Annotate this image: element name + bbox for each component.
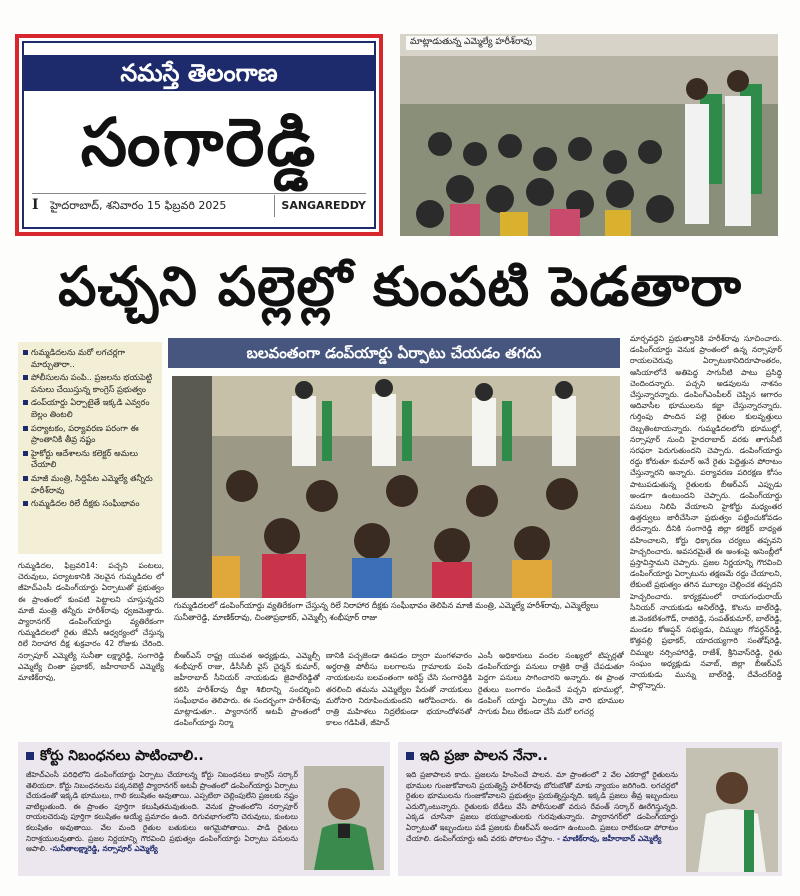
article-column-3: ణానికి పచ్చజెండా ఊపడం ద్వారా మంగళవారం అర్ధరాత్రి పోలీసు బలగాలను గ్రామాలకు పంపి నాయకులను బలవంతంగా అరెస్ట్ చేసి సంగారెడ్డికి తరలించి తమను ఎమ్మెల్యేల పేరుతో నాయకులు మరోసారి నిరూపించుకుందని ఆరోపించారు. ఈ రాత్రి మహిళలు నిద్రలేకుండా భయాందోళనతో కాలం గడిపితే, జీహెచ్ <box>326 651 472 728</box>
highlights-list <box>22 347 158 510</box>
quote-right-body: ఇది ప్రజాపాలన కాదు. ప్రజలను హింసించే పాలన. మా ప్రాంతంలో 2 వేల ఎకరాల్లో రైతులను భూముల గుంజుకోవాలని ప్రయత్నిస్తే హరీశ్‌రావు బోరుబోతో మాకు న్యాయం జరిగింది. లగచర్లలో రైతుల భూములను గుంజుకోవాలని ప్రభుత్వం ప్రయత్నిస్తున్నది. ఇక్కడి ప్రజలు తీవ్ర ఇబ్బందులు ఎదుర్కొంటున్నారు. రైతులకు బేడీలు వేసి పోలీసులతో వరుస రేవంత్ సర్కార్ ఊరేగిస్తున్నది. ఎక్కడ చూసినా ప్రజలు భయభ్రాంతులకు గురవుతున్నారు. ప్యారానగర్‌లో డంపింగ్‌యార్డు ఏర్పాటుతో ఇబ్బందులు పడే ప్రజలకు బీఆర్‌ఎస్ అండగా ఉంటుంది. ప్రజలు రాలేకుండా పోరాటం చేయాలి. డంపింగ్‌యార్డు ఆపే వరకు పోరాటం చేస్తాం. <box>406 770 678 843</box>
crowd-photo-graphic <box>400 34 778 236</box>
masthead-frame <box>22 41 376 229</box>
article-column-1: గుమ్మడిదల, ఫిబ్రవరి14: పచ్చని పంటలు, చెరువులు, పర్యాటకానికి నెలవైన గుమ్మడిదల లో జీహెచ్‌ఎంసీ డంపింగ్‌యార్డు ఏర్పాటుతో ప్రభుత్వం ఈ ప్రాంతంలో కుంపటి పెట్టాలని చూస్తున్నదని మాజీ మంత్రి తన్నీరు హరీశ్‌రావు ధ్వజమెత్తారు. ప్యారానగర్ డంపింగ్‌యార్డు వ్యతిరేకంగా గుమ్మడిదలలో రైతు జేఏసీ ఆధ్వర్యంలో చేస్తున్న రిలే నిరాహార దీక్ష శుక్రవారం 42 రోజుకు చేరింది. నర్సాపూర్ ఎమ్మెల్యే సునీతా లక్ష్మారెడ్డి, సంగారెడ్డి ఎమ్మెల్యే చింతా ప్రభాకర్, జహీరాబాద్ ఎమ్మెల్యే మాణిక్‌రావు, <box>18 561 164 683</box>
next-article-strip <box>18 880 782 896</box>
highlight-item: గుమ్మడిదలను మరో లగచర్లగా మార్చుతారా.. <box>22 347 158 370</box>
highlights-box <box>18 342 162 554</box>
quote-box-left <box>18 742 390 876</box>
main-headline: పచ్చని పల్లెల్లో కుంపటి పెడతారా <box>58 255 742 318</box>
subheadline: బలవంతంగా డంప్‌యార్డు ఏర్పాటు చేయడం తగదు <box>168 338 620 368</box>
top-photo-caption: మాట్లాడుతున్న ఎమ్మెల్యే హరీశ్‌రావు <box>406 36 536 50</box>
quote-box-right-title: ఇది ప్రజా పాలన నేనా.. <box>406 748 548 767</box>
masthead <box>15 34 383 236</box>
protest-photo <box>172 376 620 598</box>
highlight-item: హైకోర్టు ఆదేశాలను కలెక్టర్ అమలు చేయాలి <box>22 448 158 471</box>
highlight-item: గుమ్మడిదల రిలే దీక్షకు సంఘీభావం <box>22 498 158 510</box>
highlight-item: పోలీసులను పంపి.. ప్రజలను భయపెట్టి పనులు చేయిస్తున్న కాంగ్రెస్ ప్రభుత్వం <box>22 372 158 395</box>
speaker-right-graphic <box>686 748 778 872</box>
dateline <box>32 193 366 217</box>
highlight-item: డంప్‌యార్డు ఏర్పాటైతే ఇక్కడి ఎవ్వరం బెల్లం తింటలి <box>22 397 158 420</box>
quote-left-signature: -సునీతాలక్ష్మారెడ్డి, నర్సాపూర్ ఎమ్మెల్యే <box>49 844 158 854</box>
date-text: హైదరాబాద్, శనివారం 15 ఫిబ్రవరి 2025 <box>50 199 227 212</box>
page-number: I <box>32 197 39 213</box>
speaker-left-graphic <box>304 766 384 870</box>
quote-right-signature: - మాణిక్‌రావు, జహీరాబాద్ ఎమ్మెల్యే <box>556 833 662 843</box>
speaker-photo-left <box>304 766 384 870</box>
quote-box-left-text <box>26 770 298 870</box>
top-news-photo <box>400 34 778 236</box>
article-column-5: మార్చవద్దని ప్రభుత్వానికి హరీశ్‌రావు సూచించారు. డంపింగ్‌యార్డు వెనుక ప్రాంతంలో ఉన్న నర్సాపూర్ రాయలచెరువు ఏర్పాటుకానిదిరూపాంతరం, ఆసియాలోనే అతిపెద్ద సాగునీటి పాటు ప్రసిద్ధి చెందిందన్నారు. పచ్చని అడవులను నాశనం చేస్తున్నారన్నారు. డంపింగ్‌ఎంపీలర్‌ చెప్పిన ఆగారం ఆదివాసీల భూములను కబ్జా చేస్తున్నారన్నారు. గుర్తింపు పొందిన పల్లె రైతుల కులవృత్తులు దెబ్బతింటాయన్నారు. గుమ్మడిదలలోని భూముల్లో, నర్సాపూర్ నుంచి హైదరాబాద్ వరకు తాగునీటి సరఫరా పెరుగుతుందని చెప్పారు. డంపింగ్‌యార్డు రద్దు కోరుతూ కుమార్ అనే రైతు పెద్దెత్తున పోరాటం చేస్తున్నారని అన్నారు. పర్యావరణ పరిరక్షణ కోసం పాటుపడుతున్న రైతులకు బీఆర్‌ఎస్ ఎప్పుడు అండగా ఉంటుందని చెప్పారు. డంపింగ్‌యార్డు పనులు నిలిపి వేయాలని హైకోర్టు మధ్యంతర ఉత్తర్వులు జారీచేసినా ప్రభుత్వం పట్టించుకోవడం లేదన్నారు. దీనికి సంగారెడ్డి జిల్లా కలెక్టర్ బాధ్యత వహించాలని, కోర్టు ధిక్కారణ చర్యలు తప్పవని హెచ్చరించారు. అవసరమైతే ఈ అంశంపై అసెంబ్లీలో ప్రస్తావిస్తామని చెప్పారు. ప్రజల నిర్ణయాన్ని గౌరవించి డంపింగ్‌యార్డు ఏర్పాటును తక్షణమే రద్దు చేయాలని, లేకుంటే ప్రభుత్వం తగిన మూల్యం చెల్లించక తప్పదని హెచ్చరించారు. కార్యక్రమంలో రాయగంధురాయ్ సీనియర్ నాయకుడు అనిల్‌రెడ్డి, కొలను బాల్‌రెడ్డి, జి.వెంకటేశంగౌడ్, రాజిరెడ్డి, సంపత్‌కుమార్, బాల్‌రెడ్డి, మండల కోఆప్షన్ సభ్యుడు, చిమ్ముల గోవర్ధన్‌రెడ్డి, కొత్తపల్లి ప్రభాకర్, యాదయ్యగారి సంతోష్‌రెడ్డి, చిమ్ముల నర్సింహారెడ్డి, రాజేశ్, శ్రీనివాస్‌రెడ్డి, రైతు సంఘం అధ్యక్షుడు నవాబ్, జిల్లా బీఆర్‌ఎస్ నాయకుడు మున్ను బాల్‌రెడ్డి, దేవేందర్‌రెడ్డి పాల్గొన్నారు. <box>630 334 782 691</box>
paper-name: నమస్తే తెలంగాణ <box>24 55 374 91</box>
highlight-item: మాజీ మంత్రి, సిద్దిపేట ఎమ్మెల్యే తన్నీరు హరీశ్‌రావు <box>22 473 158 496</box>
article-column-2: బీఆర్‌ఎస్ రాష్ట్ర యువత అధ్యక్షుడు, ఎమ్మెల్సీ శంభీపూర్ రాజు, డీసీసీబీ వైస్ చైర్మన్ కుమార్, జహీరాబాద్ సీనియర్ నాయకుడు జైపాల్‌రెడ్డితో కలిసి హరీశ్‌రావు దీక్షా శిబిరాన్ని సందర్శించి సంఘీభావం తెలిపారు. ఈ సందర్భంగా హరీశ్‌రావు మాట్లాడుతూ.. ప్యారానగర్ అటవీ ప్రాంతంలో డంపింగ్‌యార్డు నిర్మా <box>174 651 320 728</box>
article-column-4: ఎంసీ అధికారులు వందల సంఖ్యలో టిప్పర్లతో డంపింగ్‌యార్డు పనులు రాత్రికి రాత్రే చేపడుతూ పెద్దగా పనులు సాగించారని అన్నారు. ఈ ప్రాంత రైతులు బంగారం పండించే పచ్చని భూముల్లో, డంపింగ్ యార్డు ఏర్పాటు చేసి వారి భూముల సాగుకు వీలు లేకుండా చేసే మరో లగచర్ల <box>478 651 624 717</box>
edition-english: SANGAREDDY <box>274 195 366 217</box>
quote-box-right <box>398 742 782 876</box>
quote-box-left-title: కోర్టు నిబంధనలు పాటించాలి.. <box>26 748 204 767</box>
quote-box-right-text <box>406 770 678 870</box>
protest-photo-graphic <box>172 376 620 598</box>
highlight-item: పర్యాటకం, పర్యావరణ పరంగా ఈ ప్రాంతానికి తీవ్ర నష్టం <box>22 423 158 446</box>
edition-name: సంగారెడ్డి <box>80 104 318 181</box>
speaker-photo-right <box>686 748 778 872</box>
photo-caption: గుమ్మడిదలలో డంపింగ్‌యార్డు వ్యతిరేకంగా చేస్తున్న రిలే నిరాహార దీక్షకు సంఘీభావం తెలిపిన మాజీ మంత్రి, ఎమ్మెల్యే హరీశ్‌రావు, ఎమ్మెల్యేలు సునీతారెడ్డి, మాణిక్‌రావు, చింతాప్రభాకర్, ఎమ్మెల్సీ శంభీపూర్ రాజు <box>174 601 599 622</box>
quote-left-body: జీహెచ్‌ఎంసీ పరిధిలోని డంపింగ్‌యార్డు ఏర్పాటు చేయాలన్న కోర్టు నిబంధనలు కాంగ్రెస్ సర్కార్ తెలియదా. కోర్టు నిబంధనలను పక్కనబెట్టి ప్యారానగర్ అటవీ ప్రాంతంలో డంపింగ్‌యార్డు ఏర్పాటు చేయడంతో ఇక్కడి భూములు, గాలి కలుషితం అవుతాయి. ఎప్పటిలా చెల్లింపులేని ప్రజలకు నష్టం వాటిల్లుతుంది. ఈ ప్రాంతం పూర్తిగా కలుషితమవుతుంది. వెనుక ప్రాంతంలోని నర్సాపూర్ రాయలచెరువు పూర్తిగా కలుషితం అయ్యే ప్రమాదం ఉంది. దిగువభాగంలోని చెరువులు, కుంటలు కలుషితం అవుతాయి. వేల మంది రైతుల బతుకులు ఆగమైపోతాయి. పాడి రైతులు నిరాశ్రయులవుతారు. ప్రజల నిర్ణయాన్ని గౌరవించి ప్రభుత్వం డంపింగ్‌యార్డు ఏర్పాటు పనులను ఆపాలి. <box>26 770 298 854</box>
